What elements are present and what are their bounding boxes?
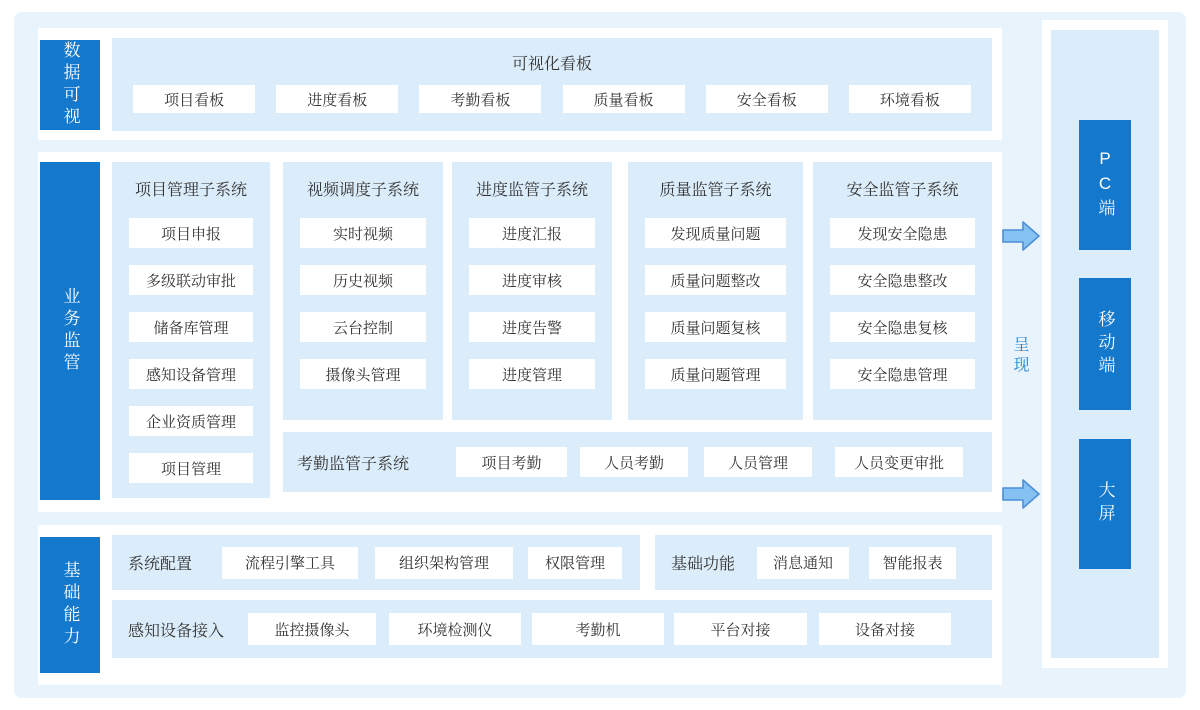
subsystem-title: 考勤监管子系统: [297, 455, 410, 473]
subsystem-item: 历史视频: [300, 265, 426, 295]
section-presentation-targets: [1042, 20, 1168, 668]
device-item: 考勤机: [532, 613, 664, 645]
subsystem-item: 安全隐患复核: [830, 312, 975, 342]
subsystem-quality-supervision: [628, 162, 803, 420]
basic-item: 消息通知: [757, 547, 849, 579]
section-label-foundation-capability: 基础能力: [40, 537, 100, 673]
subsystem-project-management: [112, 162, 270, 498]
target-big-screen: 大屏: [1079, 439, 1131, 569]
subsystem-item: 项目考勤: [456, 447, 567, 477]
subsystem-title: 安全监管子系统: [846, 182, 959, 199]
viz-item-project-board: 项目看板: [133, 85, 255, 113]
config-item: 组织架构管理: [375, 547, 513, 579]
viz-item-progress-board: 进度看板: [276, 85, 398, 113]
viz-item-safety-board: 安全看板: [706, 85, 828, 113]
subsystem-item: 质量问题管理: [645, 359, 786, 389]
group-title: 系统配置: [128, 556, 193, 573]
device-item: 设备对接: [819, 613, 951, 645]
target-pc: PC端: [1079, 120, 1131, 250]
presentation-targets-group: [1051, 30, 1159, 658]
subsystem-item: 项目申报: [129, 218, 253, 248]
device-item: 监控摄像头: [248, 613, 376, 645]
subsystem-item: 云台控制: [300, 312, 426, 342]
subsystem-item: 储备库管理: [129, 312, 253, 342]
subsystem-item: 项目管理: [129, 453, 253, 483]
viz-item-attendance-board: 考勤看板: [419, 85, 541, 113]
viz-board-group: [112, 38, 992, 131]
subsystem-item: 人员管理: [704, 447, 812, 477]
subsystem-video-dispatch: [283, 162, 443, 420]
subsystem-item: 安全隐患整改: [830, 265, 975, 295]
subsystem-item: 安全隐患管理: [830, 359, 975, 389]
viz-board-items: [112, 85, 992, 113]
flow-arrow-icon: [1001, 219, 1041, 253]
subsystem-item: 进度审核: [469, 265, 595, 295]
subsystem-item: 发现质量问题: [645, 218, 786, 248]
section-label-data-visualization: 数据可视: [40, 40, 100, 130]
subsystem-attendance-supervision: [283, 432, 992, 492]
subsystem-item: 人员变更审批: [835, 447, 963, 477]
subsystem-title: 项目管理子系统: [134, 182, 247, 199]
group-basic-functions: [655, 535, 992, 590]
subsystem-title: 视频调度子系统: [306, 182, 419, 199]
target-mobile: 移动端: [1079, 278, 1131, 410]
device-item: 环境检测仪: [389, 613, 521, 645]
config-item: 权限管理: [528, 547, 622, 579]
subsystem-item: 人员考勤: [580, 447, 688, 477]
section-label-business-supervision: 业务监管: [40, 162, 100, 500]
section-foundation-capability: [38, 525, 1002, 685]
subsystem-safety-supervision: [813, 162, 992, 420]
section-data-visualization: [38, 28, 1002, 140]
viz-board-title: 可视化看板: [511, 56, 592, 73]
subsystem-item: 发现安全隐患: [830, 218, 975, 248]
subsystem-item: 质量问题整改: [645, 265, 786, 295]
subsystem-item: 进度管理: [469, 359, 595, 389]
subsystem-item: 多级联动审批: [129, 265, 253, 295]
subsystem-item: 质量问题复核: [645, 312, 786, 342]
group-title: 感知设备接入: [128, 622, 225, 640]
subsystem-title: 质量监管子系统: [659, 182, 772, 199]
subsystem-item: 实时视频: [300, 218, 426, 248]
flow-arrow-icon: [1001, 477, 1041, 511]
subsystem-item: 进度告警: [469, 312, 595, 342]
presentation-label: 呈现: [1011, 336, 1028, 376]
subsystem-item: 感知设备管理: [129, 359, 253, 389]
section-business-supervision: [38, 152, 1002, 512]
group-device-access: [112, 600, 992, 658]
device-item: 平台对接: [674, 613, 807, 645]
viz-item-environment-board: 环境看板: [849, 85, 971, 113]
subsystem-progress-supervision: [452, 162, 612, 420]
subsystem-item: 企业资质管理: [129, 406, 253, 436]
group-title: 基础功能: [671, 556, 736, 573]
subsystem-item: 进度汇报: [469, 218, 595, 248]
subsystem-title: 进度监管子系统: [475, 182, 588, 199]
basic-item: 智能报表: [869, 547, 956, 579]
group-system-config: [112, 535, 640, 590]
config-item: 流程引擎工具: [222, 547, 358, 579]
subsystem-item: 摄像头管理: [300, 359, 426, 389]
viz-item-quality-board: 质量看板: [563, 85, 685, 113]
